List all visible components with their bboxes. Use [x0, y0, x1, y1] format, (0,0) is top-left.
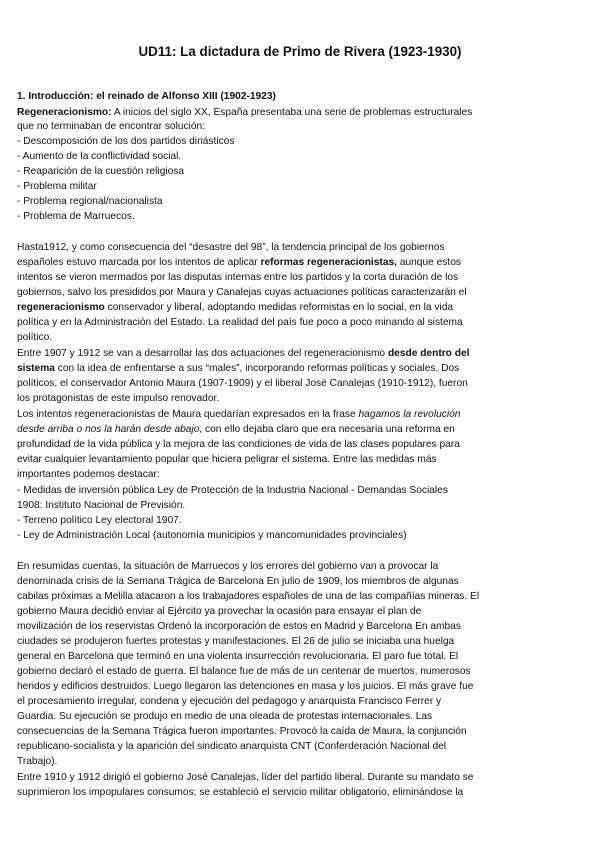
paragraph-line — [17, 408, 517, 422]
paragraph-line: heridos y edificios destruidos. Luego llegaron las detenciones en masa y los juicios. El más grave fue — [17, 681, 474, 692]
paragraph-line: Entre 1910 y 1912 dirigió el gobierno José Canalejas, líder del partido liberal. Durante su mandato se — [17, 772, 474, 783]
italic-run: desde arriba o nos la harán desde abajo, — [17, 424, 203, 435]
list-item: - Problema regional/nacionalista — [17, 196, 163, 207]
list-item: - Terreno político Ley electoral 1907. — [17, 515, 182, 526]
bold-run: desde dentro del — [387, 348, 470, 359]
paragraph-line: político. — [17, 332, 53, 343]
text-run: con ello dejaba claro que era necesaria una reforma en — [202, 424, 455, 435]
list-item: - Aumento de la conflictividad social. — [17, 151, 182, 162]
paragraph-line: En resumidas cuentas, la situación de Marruecos y los errores del gobierno van a provocar la — [17, 561, 439, 572]
text-run: aunque estos — [396, 257, 461, 268]
text-run: conservador y liberal, adoptando medidas reformistas en lo social, en la vida — [104, 302, 454, 313]
list-item: - Reaparición de la cuestión religiosa — [17, 166, 185, 177]
bold-run: reformas regeneracionistas, — [260, 257, 397, 268]
paragraph-line: cabilas próximas a Melilla atacaron a los trabajadores españoles de una de las compañías mineras. El — [17, 591, 480, 602]
list-item: - Descomposición de los dos partidos dinásticos — [17, 136, 235, 147]
paragraph-line: los protagonistas de este impulso renovador. — [17, 393, 220, 404]
paragraph-line: gobierno declaró el estado de guerra. El balance fue de más de un centenar de muertos, numerosos — [17, 666, 471, 677]
document-title: UD11: La dictadura de Primo de Rivera (1923-1930) — [138, 44, 462, 59]
list-item: - Medidas de inversión pública Ley de Protección de la Industria Nacional - Demandas Sociales — [17, 485, 448, 496]
paragraph-line: suprimieron los impopulares consumos; se estableció el servicio militar obligatorio, eliminándose la — [17, 787, 464, 798]
list-item: - Ley de Administración Local (autonomía municipios y mancomunidades provinciales) — [17, 530, 407, 541]
paragraph-line: el procesamiento irregular, condena y ejecución del pedagogo y anarquista Francisco Ferrer y — [17, 696, 442, 707]
list-item: - Problema de Marruecos. — [17, 211, 135, 222]
text-run: españoles estuvo marcada por los intentos de aplicar — [17, 257, 261, 268]
paragraph-line: republicano-socialista y la aparición del sindicato anarquista CNT (Conferderación Nacional del — [17, 741, 447, 752]
paragraph-line: Guardia. Su ejecución se produjo en medio de una oleada de protestas internacionales. Las — [17, 711, 433, 722]
paragraph-line: Hasta1912, y como consecuencia del “desastre del 98”, la tendencia principal de los gobiernos — [17, 242, 445, 253]
paragraph-line — [17, 301, 517, 315]
paragraph-line: ciudades se produjeron fuertes protestas y manifestaciones. El 26 de julio se iniciaba una huelga — [17, 636, 455, 647]
text-run: Los intentos regeneracionistas de Maura quedarían expresados en la frase — [17, 409, 359, 420]
text-run: con la idea de enfrentarse a sus “males”, incorporando reformas políticas y sociales. Dos — [54, 363, 460, 374]
paragraph-line: políticos, el conservador Antonio Maura (1907-1909) y el liberal José Canalejas (1910-1912), fueron — [17, 378, 468, 389]
paragraph-line — [17, 423, 517, 437]
italic-run: hagamos la revolución — [358, 409, 461, 420]
bold-run: sistema — [17, 363, 55, 374]
paragraph-line: denominada crisis de la Semana Trágica de Barcelona En julio de 1909, los miembros de algunas — [17, 576, 459, 587]
paragraph-line — [17, 362, 517, 376]
paragraph-line: consecuencias de la Semana Trágica fueron importantes. Provocó la caída de Maura, la conjunción — [17, 726, 467, 737]
paragraph-line: intentos se vieron mermados por las disputas internas entre los partidos y la corta duración de los — [17, 272, 459, 283]
list-item: 1908: Instituto Nacional de Previsión. — [17, 500, 186, 511]
paragraph-line: gobiernos, salvo los presididos por Maura y Canalejas cuyas actuaciones políticas caracterizarán el — [17, 287, 467, 298]
text-run: A inicios del siglo XX, España presentaba una serie de problemas estructurales — [111, 107, 473, 118]
paragraph-line — [17, 256, 517, 270]
paragraph-line — [17, 347, 517, 361]
paragraph-line: Trabajo). — [17, 756, 58, 767]
paragraph-line: evitar cualquier levantamiento popular que hiciera peligrar el sistema. Entre las medidas más — [17, 454, 437, 465]
paragraph-line: general en Barcelona que terminó en una violenta insurrección revolucionaria. El paro fue total. El — [17, 651, 459, 662]
paragraph-line: movilización de los reservistas Ordenó la incorporación de estos en Madrid y Barcelona En ambas — [17, 621, 461, 632]
text-run: Entre 1907 y 1912 se van a desarrollar las dos actuaciones del regeneracionismo — [17, 348, 388, 359]
list-item: - Problema militar — [17, 181, 97, 192]
paragraph-line: importantes podemos destacar: — [17, 469, 160, 480]
paragraph-line: profundidad de la vida pública y la mejora de las condiciones de vida de las clases populares para — [17, 439, 460, 450]
section-heading: 1. Introducción: el reinado de Alfonso XIII (1902-1923) — [17, 91, 276, 102]
paragraph-line: gobierno Maura decidió enviar al Ejército ya provechar la ocasión para ensayar el plan de — [17, 606, 422, 617]
term-regeneracionismo: Regeneracionismo: — [17, 107, 112, 118]
paragraph-line: que no terminaban de encontrar solución: — [17, 121, 206, 132]
paragraph-line — [17, 106, 517, 120]
bold-run: regeneracionismo — [17, 302, 105, 313]
paragraph-line: política y en la Administración del Estado. La realidad del país fue poco a poco minando al sistema — [17, 317, 463, 328]
